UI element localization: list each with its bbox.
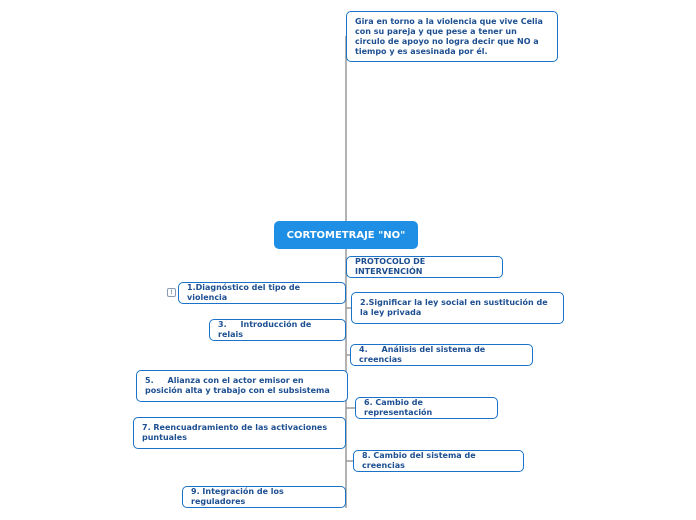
- topic-step9-label: 9. Integración de los reguladores: [191, 487, 287, 506]
- topic-step8[interactable]: [353, 450, 524, 472]
- topic-step9[interactable]: [182, 486, 346, 508]
- topic-step6[interactable]: [355, 397, 498, 419]
- topic-step3-label: 3. Introducción de relais: [218, 320, 315, 339]
- central-topic[interactable]: [274, 221, 418, 249]
- topic-step4[interactable]: [350, 344, 533, 366]
- topic-protocol-label: PROTOCOLO DE INTERVENCIÓN: [355, 257, 429, 276]
- topic-step2-label: 2.Significar la ley social en sustitución de la ley privada: [360, 298, 551, 317]
- topic-synopsis[interactable]: [346, 11, 558, 62]
- topic-step7[interactable]: [133, 417, 346, 449]
- topic-step1[interactable]: [178, 282, 346, 304]
- central-topic-label: CORTOMETRAJE "NO": [286, 229, 406, 241]
- topic-step1-label: 1.Diagnóstico del tipo de violencia: [187, 283, 303, 302]
- note-icon[interactable]: [167, 288, 176, 297]
- topic-step7-label: 7. Reencuadramiento de las activaciones puntuales: [142, 423, 330, 442]
- note-icon-glyph: !: [170, 289, 173, 296]
- topic-step4-label: 4. Análisis del sistema de creencias: [359, 345, 489, 364]
- topic-synopsis-label: Gira en torno a la violencia que vive Celia con su pareja y que pese a tener un circulo de apoyo no logra decir que NO a tiempo y es asesinada por él.: [355, 17, 546, 56]
- topic-step5[interactable]: [136, 370, 348, 402]
- topic-step3[interactable]: [209, 319, 346, 341]
- topic-protocol[interactable]: [346, 256, 503, 278]
- topic-step5-label: 5. Alianza con el actor emisor en posición alta y trabajo con el subsistema: [145, 376, 330, 395]
- topic-step8-label: 8. Cambio del sistema de creencias: [362, 451, 479, 470]
- topic-step2[interactable]: [351, 292, 564, 324]
- topic-step6-label: 6. Cambio de representación: [364, 398, 433, 417]
